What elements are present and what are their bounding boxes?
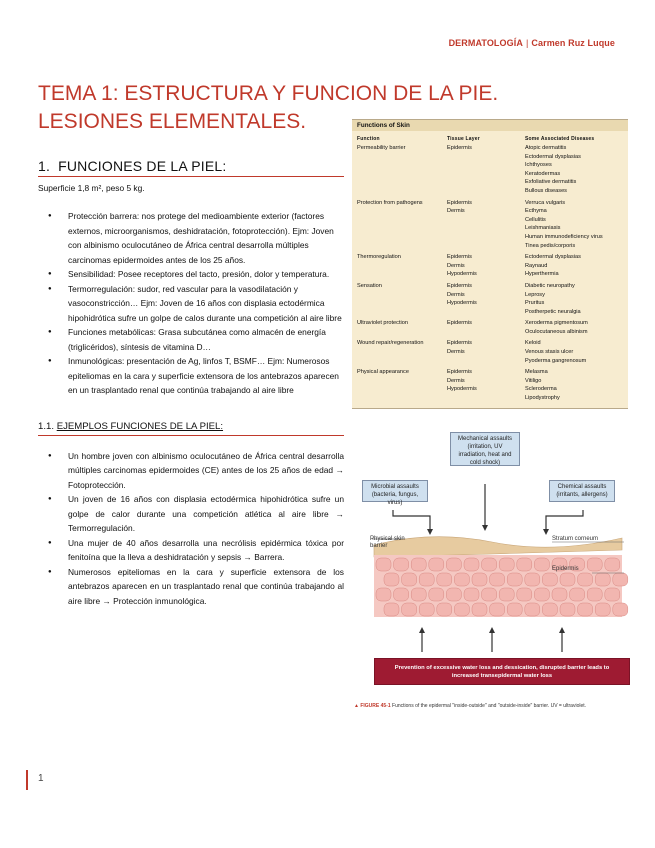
cell-disease: Tinea pedis/corporis — [525, 242, 576, 249]
epidermis-cell — [534, 558, 549, 571]
epidermis-cell — [587, 558, 602, 571]
column-header-function: Function — [357, 136, 380, 142]
skin-barrier-diagram — [352, 430, 630, 712]
cell-disease: Ichthyoses — [525, 162, 552, 169]
cell-tissue-layer — [447, 187, 525, 196]
epidermis-cell — [490, 573, 505, 586]
list-item: ● Sensibilidad: Posee receptores del tacto, presión, dolor y temperatura. — [38, 267, 344, 282]
cell-disease: Hyperthermia — [525, 271, 559, 278]
cell-disease: Keloid — [525, 340, 541, 347]
list-item: ● Protección barrera: nos protege del medioambiente exterior (factores externos, microorganismos, deshidratación, fotoprotección). Ejm: Joven con albinismo oculocutáneo de África central desarrolla múltiples carcinomas epidermoides antes de los 25 años. — [38, 209, 344, 267]
figure-caption-label: ▲ FIGURE 45-1 — [354, 703, 391, 709]
functions-of-skin-table — [352, 119, 628, 409]
table-row — [352, 216, 628, 225]
epidermis-cell — [490, 603, 505, 616]
cell-tissue-layer — [447, 224, 525, 233]
table-row — [352, 144, 628, 153]
epidermis-cell — [482, 558, 497, 571]
cell-tissue-layer — [447, 308, 525, 317]
cell-disease: Ecthyma — [525, 208, 547, 215]
cell-function — [357, 348, 447, 357]
cell-function — [357, 187, 447, 196]
epidermis-cell — [394, 588, 409, 601]
cell-tissue-layer: Hypodermis — [447, 386, 477, 393]
cell-function — [357, 377, 447, 386]
table-row — [352, 199, 628, 208]
cell-disease: Cellulitis — [525, 216, 546, 223]
cell-function — [357, 328, 447, 337]
chemical-assaults-box: Chemical assaults (irritants, allergens) — [549, 480, 615, 502]
physical-barrier-label: Physical skin barrier — [370, 536, 405, 549]
cell-tissue-layer — [447, 394, 525, 403]
epidermis-cell — [402, 603, 417, 616]
cell-disease: Keratodermas — [525, 170, 561, 177]
chemical-arrow — [546, 510, 583, 532]
cell-disease: Exfoliative dermatitis — [525, 179, 577, 186]
epidermis-cell — [384, 573, 399, 586]
column-header-diseases: Some Associated Diseases — [525, 136, 595, 142]
list-item: ● Termorregulación: sudor, red vascular para la vasodilatación y vasoconstricción… Ejm: Joven de 16 años con displasia ectodérmica hipohidrótica sufre un golpe de calos durante una competición al aire libre — [38, 282, 344, 326]
cell-tissue-layer — [447, 233, 525, 242]
cell-function — [357, 178, 447, 187]
list-item: ● Una mujer de 40 años desarrolla una necrólisis epidérmica tóxica por fenitoína que la lleva a deshidratación y sepsis → Barrera. — [38, 536, 344, 565]
epidermis-cell — [517, 588, 532, 601]
table-row — [352, 385, 628, 394]
epidermis-cell — [499, 588, 514, 601]
epidermis-cell — [613, 603, 628, 616]
page-number-bar — [26, 770, 28, 790]
table-row — [352, 319, 628, 328]
section-1-1-heading — [38, 421, 344, 436]
table-row — [352, 153, 628, 162]
epidermis-cell — [419, 573, 434, 586]
epidermis-cell — [464, 588, 479, 601]
epidermis-cell — [578, 573, 593, 586]
epidermis-cell — [560, 603, 575, 616]
epidermis-cell — [454, 603, 469, 616]
table-row — [352, 270, 628, 279]
figure-caption-text: Functions of the epidermal "inside-outside" and "outside-inside" barrier. UV = ultraviolet. — [392, 703, 587, 709]
table-row — [352, 357, 628, 366]
mechanical-assaults-box: Mechanical assaults (irritation, UV irradiation, heat and cold shock) — [450, 432, 520, 466]
table-caption: Functions of Skin — [352, 120, 628, 131]
epidermis-cell — [525, 573, 540, 586]
epidermis-cell — [507, 603, 522, 616]
cell-tissue-layer: Epidermis — [447, 320, 472, 327]
epidermis-cell — [613, 573, 628, 586]
cell-function — [357, 262, 447, 271]
epidermis-cell — [384, 603, 399, 616]
epidermis-cells — [374, 555, 628, 617]
epidermis-cell — [517, 558, 532, 571]
cell-disease: Venous stasis ulcer — [525, 349, 574, 356]
cell-tissue-layer: Epidermis — [447, 340, 472, 347]
epidermis-cell — [552, 588, 567, 601]
header-author: Carmen Ruz Luque — [531, 38, 615, 48]
cell-function: Physical appearance — [357, 369, 409, 376]
cell-tissue-layer: Dermis — [447, 377, 465, 384]
table-row — [352, 178, 628, 187]
cell-function — [357, 357, 447, 366]
cell-function: Protection from pathogens — [357, 199, 423, 206]
table-row — [352, 242, 628, 251]
cell-disease: Pyoderma gangrenosum — [525, 357, 587, 364]
table-row — [352, 377, 628, 386]
epidermis-cell — [605, 588, 620, 601]
epidermis-cell — [482, 588, 497, 601]
cell-tissue-layer: Dermis — [447, 291, 465, 298]
cell-tissue-layer: Epidermis — [447, 145, 472, 151]
epidermis-cell — [507, 573, 522, 586]
epidermis-cell — [595, 603, 610, 616]
page-number: 1 — [38, 773, 44, 784]
cell-tissue-layer — [447, 170, 525, 179]
table-row — [352, 339, 628, 348]
table-header — [352, 131, 628, 144]
cell-disease: Postherpetic neuralgia — [525, 308, 581, 315]
list-item: ● Un joven de 16 años con displasia ectodérmica hipohidrótica sufre un golpe de calor durante una competición atlética al aire libre → Termorregulación. — [38, 492, 344, 536]
header-separator: | — [525, 38, 529, 48]
column-header-tissue-layer: Tissue Layer — [447, 136, 480, 142]
cell-function — [357, 224, 447, 233]
section-1-heading — [38, 158, 344, 177]
microbial-arrow — [393, 510, 430, 532]
cell-tissue-layer: Epidermis — [447, 282, 472, 289]
stratum-corneum-label: Stratum corneum — [552, 536, 599, 542]
cell-function — [357, 207, 447, 216]
table-row — [352, 328, 628, 337]
cell-function — [357, 394, 447, 403]
cell-disease: Ectodermal dysplasias — [525, 153, 581, 160]
epidermis-cell — [542, 573, 557, 586]
epidermis-cell — [446, 588, 461, 601]
cell-disease: Verruca vulgaris — [525, 199, 566, 206]
epidermis-cell — [454, 573, 469, 586]
epidermis-cell — [437, 573, 452, 586]
epidermis-cell — [595, 573, 610, 586]
cell-tissue-layer — [447, 242, 525, 251]
cell-function — [357, 299, 447, 308]
page-header — [449, 38, 615, 48]
cell-tissue-layer: Dermis — [447, 208, 465, 215]
epidermis-cell — [570, 588, 585, 601]
table-row — [352, 308, 628, 317]
examples-list — [38, 449, 344, 609]
cell-tissue-layer — [447, 328, 525, 337]
epidermis-cell — [446, 558, 461, 571]
cell-tissue-layer — [447, 357, 525, 366]
skin-surface-weight: Superficie 1,8 m², peso 5 kg. — [38, 183, 145, 193]
cell-function: Ultraviolet protection — [357, 320, 408, 327]
cell-function — [357, 270, 447, 279]
left-column — [38, 158, 344, 608]
cell-tissue-layer — [447, 216, 525, 225]
cell-tissue-layer — [447, 178, 525, 187]
cell-disease: Scleroderma — [525, 386, 557, 393]
list-item: ● Funciones metabólicas: Grasa subcutánea como almacén de energía (triglicéridos), síntesis de vitamina D… — [38, 325, 344, 354]
list-item: ● Inmunológicas: presentación de Ag, linfos T, BSMF… Ejm: Numerosos epiteliomas en la cara y superficie extensora de los antebrazos aparecen en un trasplantado renal que continúa trabajando al aire libre — [38, 354, 344, 398]
epidermis-cell — [472, 603, 487, 616]
table-row — [352, 170, 628, 179]
list-item: ● Un hombre joven con albinismo oculocutáneo de África central desarrolla múltiples carcinomas epidermoides (CE) antes de los 25 años de edad → Fotoprotección. — [38, 449, 344, 493]
cell-disease: Lipodystrophy — [525, 395, 560, 402]
cell-disease: Pruritus — [525, 300, 545, 307]
table-row — [352, 161, 628, 170]
cell-disease: Human immunodeficiency virus — [525, 233, 603, 240]
section-1-number: 1. — [38, 158, 51, 174]
epidermis-cell — [429, 588, 444, 601]
epidermis-cell — [472, 573, 487, 586]
list-item: ● Numerosos epiteliomas en la cara y superficie extensora de los antebrazos aparecen en un trasplantado renal que continúa trabajando al aire libre → Protección inmunológica. — [38, 565, 344, 609]
table-row — [352, 224, 628, 233]
prevention-box: Prevention of excessive water loss and dessication, disrupted barrier leads to increased transepidermal water loss — [374, 658, 630, 685]
cell-disease: Raynaud — [525, 262, 548, 269]
cell-disease: Vitiligo — [525, 377, 542, 384]
epidermis-cell — [578, 603, 593, 616]
cell-function — [357, 170, 447, 179]
cell-tissue-layer: Epidermis — [447, 369, 472, 376]
cell-disease: Ectodermal dysplasias — [525, 254, 581, 261]
epidermis-cell — [542, 603, 557, 616]
epidermis-label: Epidermis — [552, 566, 579, 572]
cell-tissue-layer: Dermis — [447, 262, 465, 269]
epidermis-cell — [464, 558, 479, 571]
epidermis-cell — [587, 588, 602, 601]
cell-function — [357, 385, 447, 394]
cell-function — [357, 308, 447, 317]
header-subject: DERMATOLOGÍA — [448, 38, 523, 48]
section-1-1-title: EJEMPLOS FUNCIONES DE LA PIEL: — [56, 420, 224, 432]
cell-disease: Leishmaniasis — [525, 225, 561, 232]
cell-disease: Diabetic neuropathy — [525, 282, 575, 289]
cell-disease: Melasma — [525, 369, 548, 376]
cell-function — [357, 291, 447, 300]
microbial-assaults-box: Microbial assaults (bacteria, fungus, virus) — [362, 480, 428, 502]
cell-function: Thermoregulation — [357, 254, 401, 261]
cell-tissue-layer: Epidermis — [447, 254, 472, 261]
epidermis-cell — [499, 558, 514, 571]
section-1-title: FUNCIONES DE LA PIEL: — [58, 158, 227, 174]
cell-tissue-layer: Dermis — [447, 349, 465, 356]
row-gap — [352, 403, 628, 406]
cell-tissue-layer — [447, 161, 525, 170]
figure-caption — [354, 703, 586, 709]
table-body — [352, 144, 628, 406]
epidermis-cell — [437, 603, 452, 616]
cell-disease: Leprosy — [525, 291, 545, 298]
epidermis-cell — [605, 558, 620, 571]
table-row — [352, 291, 628, 300]
epidermis-cell — [411, 558, 426, 571]
epidermis-cell — [376, 588, 391, 601]
section-1-1-number: 1.1. — [38, 420, 55, 432]
cell-tissue-layer: Hypodermis — [447, 271, 477, 278]
table-row — [352, 394, 628, 403]
cell-tissue-layer: Epidermis — [447, 199, 472, 206]
cell-function: Sensation — [357, 282, 382, 289]
cell-disease: Atopic dermatitis — [525, 145, 567, 151]
table-row — [352, 262, 628, 271]
cell-function — [357, 242, 447, 251]
epidermis-cell — [402, 573, 417, 586]
cell-disease: Oculocutaneous albinism — [525, 328, 588, 335]
epidermis-cell — [376, 558, 391, 571]
document-title: TEMA 1: ESTRUCTURA Y FUNCION DE LA PIE. LESIONES ELEMENTALES. — [38, 82, 499, 133]
epidermis-cell — [560, 573, 575, 586]
cell-tissue-layer: Hypodermis — [447, 300, 477, 307]
functions-list — [38, 209, 344, 398]
epidermis-cell — [419, 603, 434, 616]
epidermis-cell — [534, 588, 549, 601]
cell-disease: Xeroderma pigmentosum — [525, 320, 588, 327]
cell-function — [357, 161, 447, 170]
cell-tissue-layer — [447, 153, 525, 162]
epidermis-cell — [429, 558, 444, 571]
table-row — [352, 207, 628, 216]
epidermis-cell — [411, 588, 426, 601]
cell-function — [357, 233, 447, 242]
cell-function: Permeability barrier — [357, 145, 406, 151]
epidermis-cell — [394, 558, 409, 571]
table-row — [352, 299, 628, 308]
table-row — [352, 253, 628, 262]
table-row — [352, 187, 628, 196]
cell-function: Wound repair/regeneration — [357, 340, 424, 347]
cell-function — [357, 153, 447, 162]
table-row — [352, 348, 628, 357]
cell-disease: Bullous diseases — [525, 187, 567, 194]
table-row — [352, 282, 628, 291]
table-row — [352, 233, 628, 242]
table-row — [352, 368, 628, 377]
epidermis-cell — [525, 603, 540, 616]
cell-function — [357, 216, 447, 225]
